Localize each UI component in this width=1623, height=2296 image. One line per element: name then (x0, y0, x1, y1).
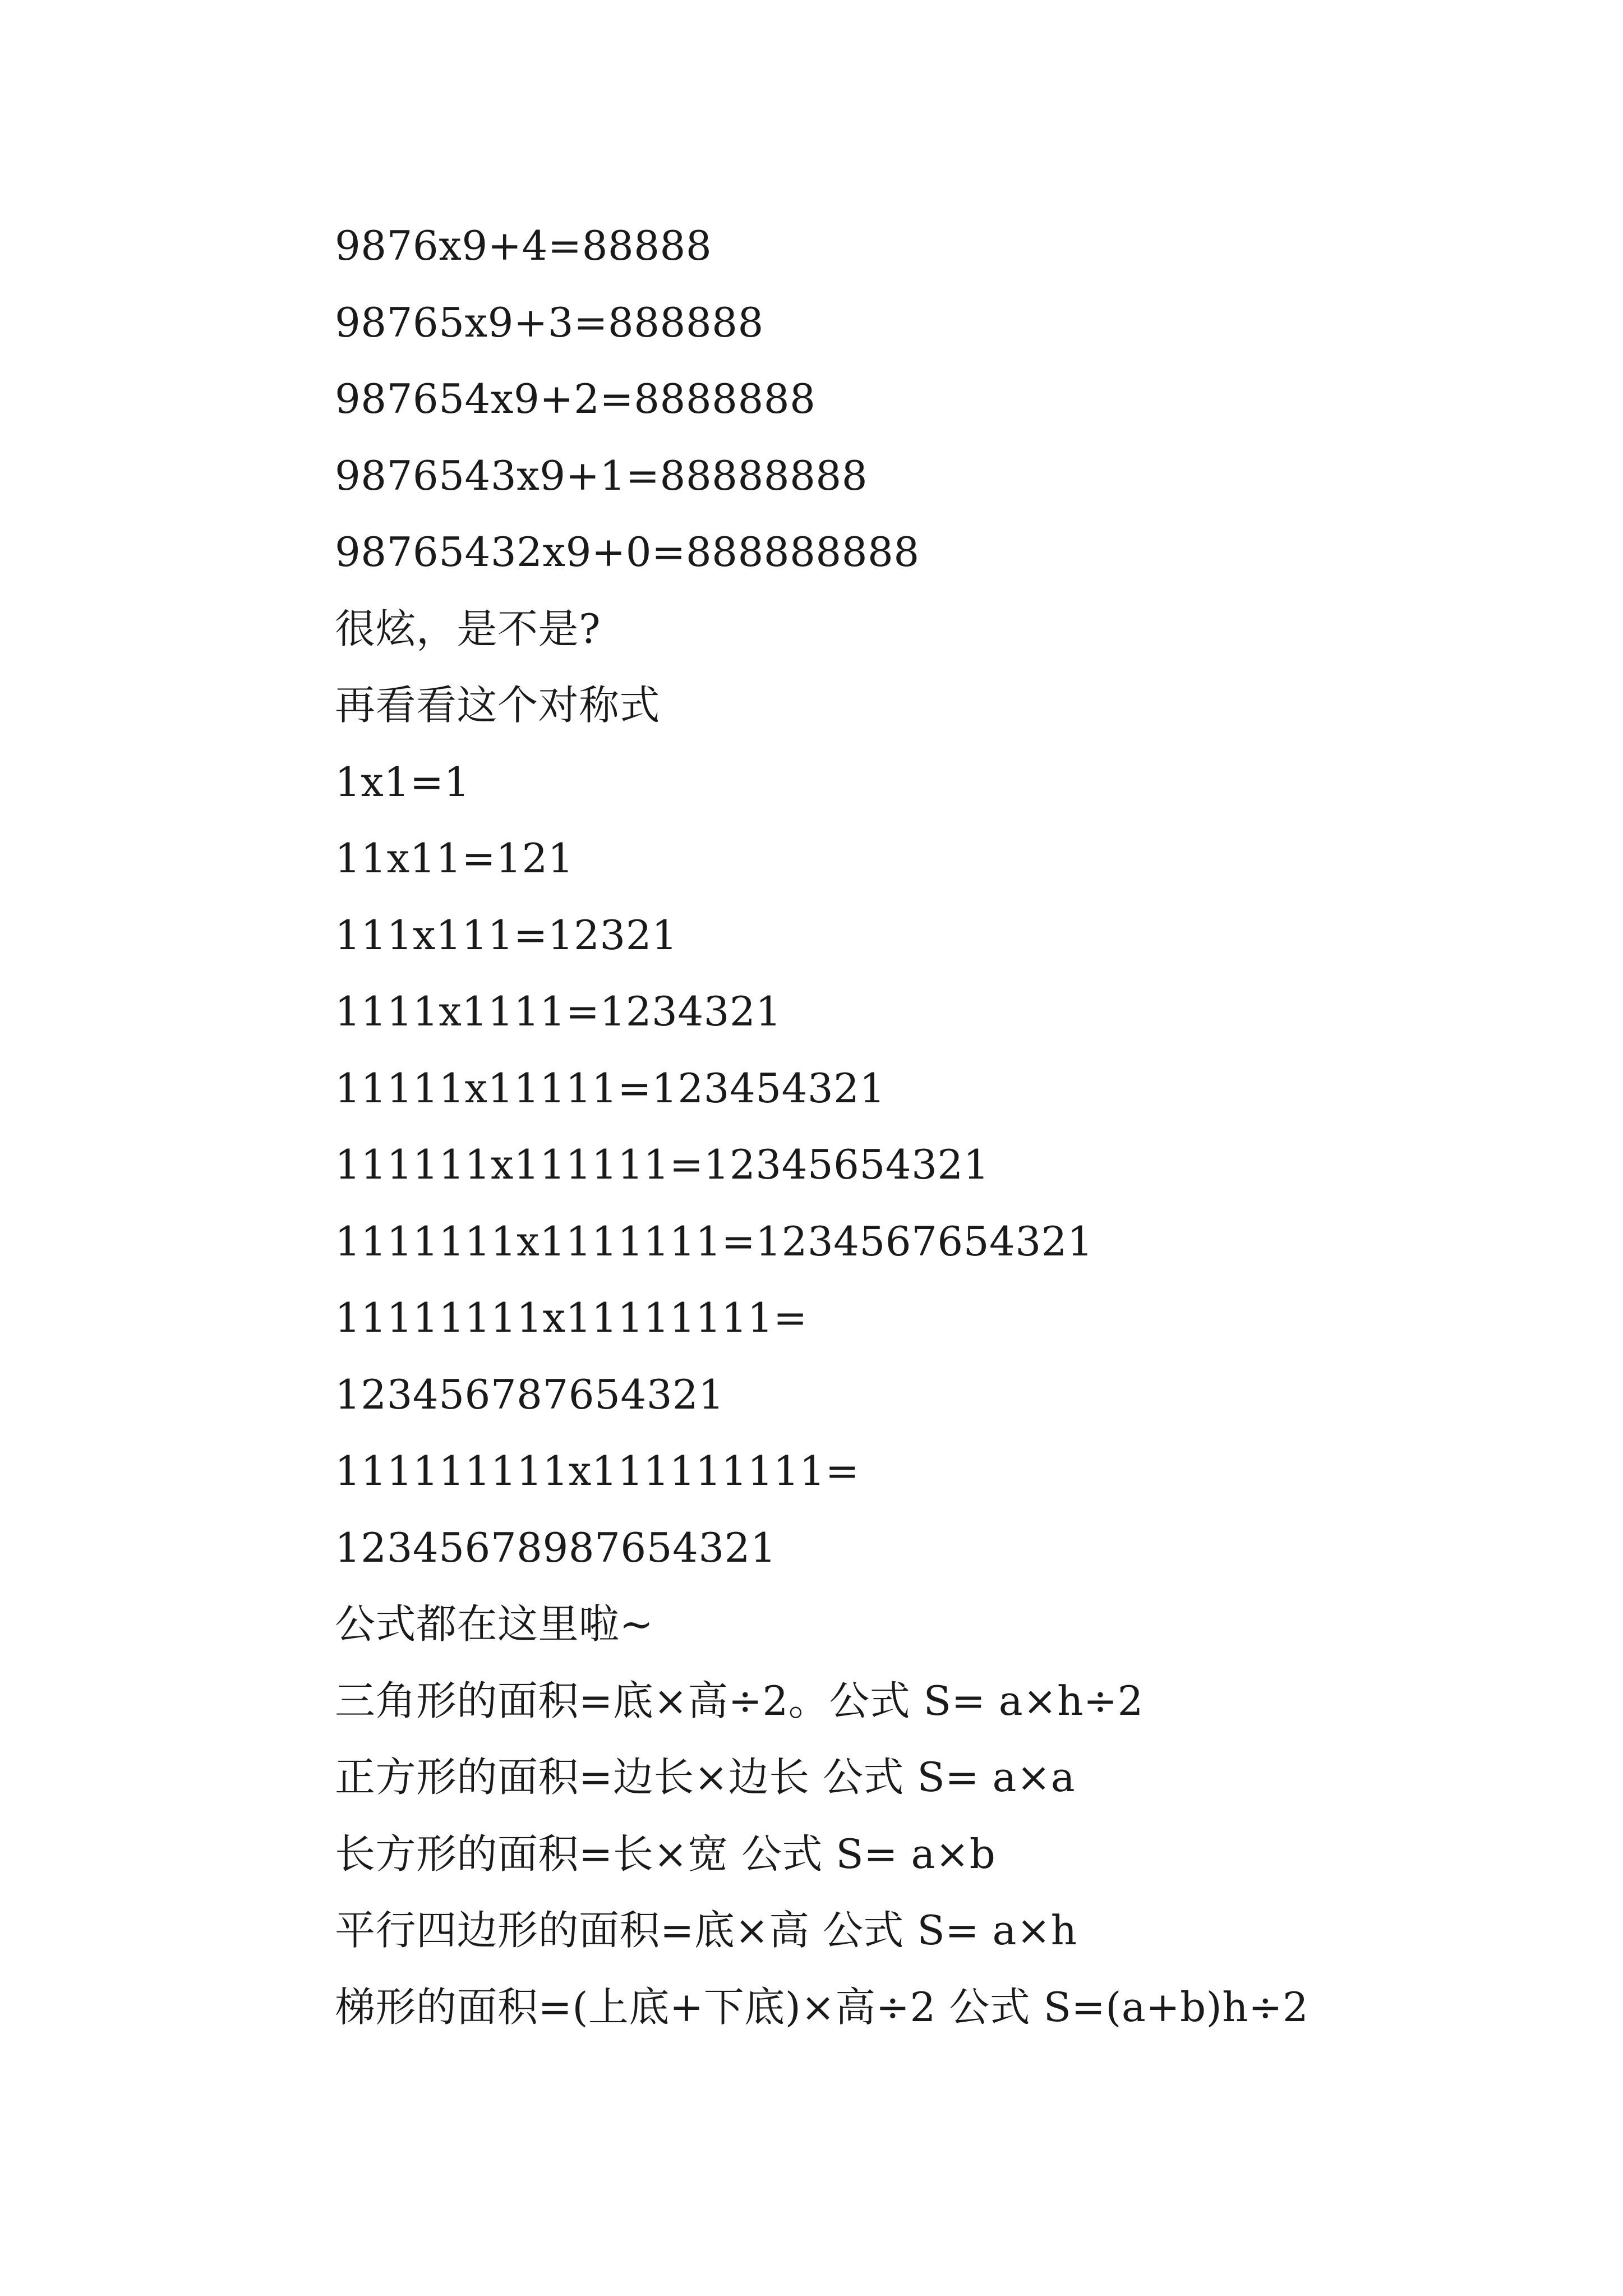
text-line: 长方形的面积=长×宽 公式 S= a×b (335, 1830, 996, 1878)
text-line: 11111x11111=123454321 (335, 1064, 886, 1112)
text-line: 平行四边形的面积=底×高 公式 S= a×h (335, 1907, 1077, 1954)
text-line: 987654x9+2=8888888 (335, 375, 816, 422)
text-line: 1x1=1 (335, 758, 470, 806)
text-line: 三角形的面积=底×高÷2。公式 S= a×h÷2 (335, 1677, 1144, 1724)
text-line: 98765432x9+0=888888888 (335, 528, 920, 576)
document-body (335, 208, 1456, 2045)
text-line: 再看看这个对称式 (335, 682, 661, 729)
text-line: 9876543x9+1=88888888 (335, 452, 868, 499)
text-line: 11x11=121 (335, 835, 574, 882)
text-line: 111111111x111111111= (335, 1447, 860, 1494)
text-line: 正方形的面积=边长×边长 公式 S= a×a (335, 1754, 1076, 1801)
text-line: 12345678987654321 (335, 1524, 777, 1571)
text-line: 11111111x11111111= (335, 1294, 808, 1341)
text-line: 123456787654321 (335, 1370, 725, 1418)
text-line: 1111x1111=1234321 (335, 988, 782, 1035)
text-line: 1111111x1111111=1234567654321 (335, 1217, 1094, 1265)
text-line: 公式都在这里啦~ (335, 1600, 654, 1648)
text-line: 98765x9+3=888888 (335, 298, 764, 346)
text-line: 111x111=12321 (335, 911, 678, 959)
text-line: 111111x111111=12345654321 (335, 1141, 990, 1188)
text-line: 很炫，是不是? (335, 605, 601, 652)
text-line: 梯形的面积=(上底+下底)×高÷2 公式 S=(a+b)h÷2 (335, 1983, 1309, 2031)
text-line: 9876x9+4=88888 (335, 222, 712, 269)
